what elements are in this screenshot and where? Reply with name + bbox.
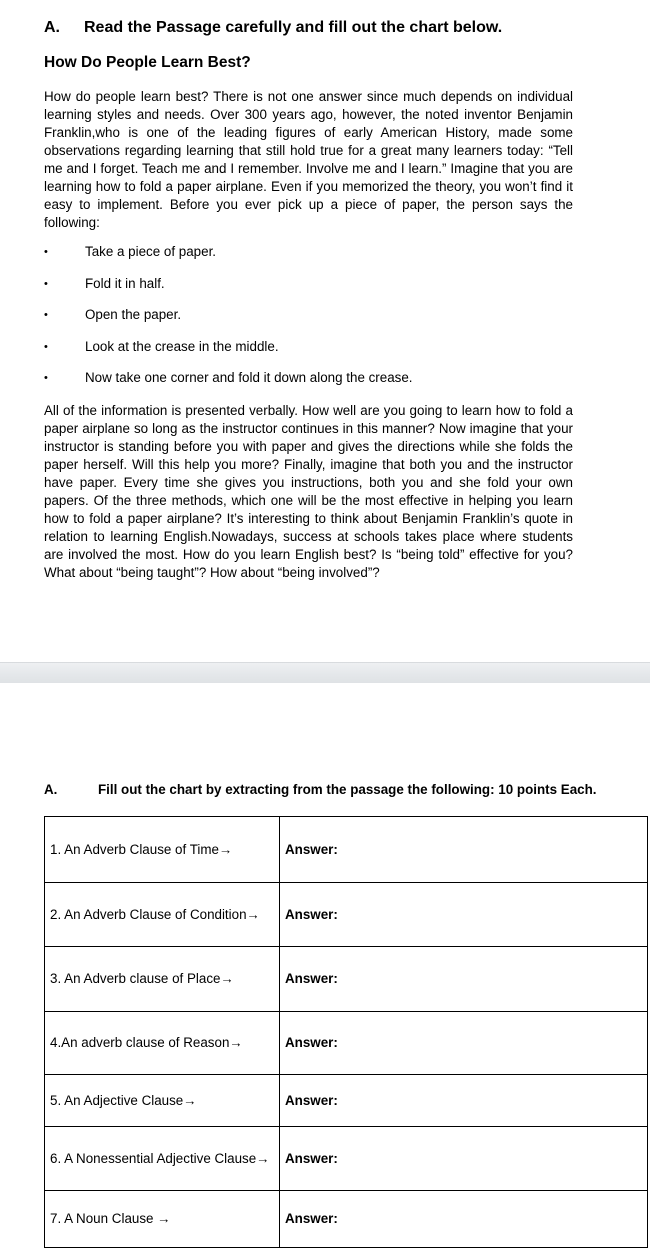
table-row bbox=[45, 1127, 648, 1191]
section-b-letter: A. bbox=[44, 782, 58, 797]
bullet-icon: • bbox=[44, 246, 48, 258]
question-cell: 7. A Noun Clause → bbox=[45, 1191, 280, 1248]
answer-cell[interactable]: Answer: bbox=[280, 1075, 648, 1127]
list-item bbox=[44, 243, 584, 275]
question-cell: 1. An Adverb Clause of Time→ bbox=[45, 817, 280, 883]
section-b-heading bbox=[44, 780, 604, 799]
page-divider bbox=[0, 662, 650, 684]
bullet-text: Fold it in half. bbox=[85, 275, 165, 291]
answer-cell[interactable]: Answer: bbox=[280, 1191, 648, 1248]
table-row bbox=[45, 817, 648, 883]
table-row bbox=[45, 1012, 648, 1075]
bullet-text: Now take one corner and fold it down along the crease. bbox=[85, 370, 413, 385]
answer-cell[interactable]: Answer: bbox=[280, 1012, 648, 1075]
table-row bbox=[45, 947, 648, 1012]
list-item bbox=[44, 369, 584, 401]
question-cell: 5. An Adjective Clause→ bbox=[45, 1075, 280, 1127]
list-item bbox=[44, 275, 584, 307]
bullet-icon: • bbox=[44, 372, 48, 384]
section-a-instruction: Read the Passage carefully and fill out the chart below. bbox=[84, 19, 503, 36]
question-cell: 6. A Nonessential Adjective Clause→ bbox=[45, 1127, 280, 1191]
section-b-instruction: Fill out the chart by extracting from the passage the following: 10 points Each. bbox=[98, 782, 597, 797]
question-cell: 4.An adverb clause of Reason→ bbox=[45, 1012, 280, 1075]
bullet-icon: • bbox=[44, 277, 48, 290]
list-item bbox=[44, 338, 584, 370]
bullet-icon: • bbox=[44, 340, 48, 353]
bullet-text: Look at the crease in the middle. bbox=[85, 338, 279, 354]
question-cell: 3. An Adverb clause of Place→ bbox=[45, 947, 280, 1012]
bullet-icon: • bbox=[44, 309, 48, 321]
passage-paragraph-2: All of the information is presented verbally. How well are you going to learn how to fold a paper airplane so long as the instructor continues in this manner? Now imagine that your instructor is standing before you with paper and gives the directions while she folds the paper herself. Will this help you more? Finally, imagine that both you and the instructor have paper. Every time she gives you instructions, both you and she fold your own papers. Of the three methods, which one will be the most effective in helping you learn how to fold a paper airplane? It’s interesting to think about Benjamin Franklin’s quote in relation to learning English.Nowadays, success at schools takes place where students are involved the most. How do you learn English best? Is “being told” effective for you? What about “being taught”? How about “being involved”? bbox=[44, 403, 573, 580]
answer-cell[interactable]: Answer: bbox=[280, 1127, 648, 1191]
list-item bbox=[44, 306, 584, 338]
bullet-text: Open the paper. bbox=[85, 307, 182, 322]
answer-cell[interactable]: Answer: bbox=[280, 817, 648, 883]
bullet-text: Take a piece of paper. bbox=[85, 244, 217, 259]
section-a-letter: A. bbox=[44, 19, 60, 36]
passage-paragraph-1: How do people learn best? There is not one answer since much depends on individual learning styles and needs. Over 300 years ago, however, the noted inventor Benjamin Franklin,who is one of the leading figures of early American History, made some observations regarding learning that still hold true for a great many learners today: “Tell me and I forget. Teach me and I remember. Involve me and I learn.” Imagine that you are learning how to fold a paper airplane. Even if you memorized the theory, you won’t find it easy to implement. Before you ever pick up a piece of paper, the person says the following: bbox=[44, 89, 573, 230]
table-row bbox=[45, 1191, 648, 1248]
chart-page bbox=[0, 683, 650, 1248]
answer-cell[interactable]: Answer: bbox=[280, 947, 648, 1012]
instruction-bullet-list bbox=[44, 243, 584, 401]
answer-cell[interactable]: Answer: bbox=[280, 883, 648, 947]
section-a-heading bbox=[44, 19, 502, 37]
clause-chart bbox=[44, 816, 648, 1248]
table-row bbox=[45, 1075, 648, 1127]
question-cell: 2. An Adverb Clause of Condition→ bbox=[45, 883, 280, 947]
passage-title: How Do People Learn Best? bbox=[44, 54, 251, 71]
table-row bbox=[45, 883, 648, 947]
